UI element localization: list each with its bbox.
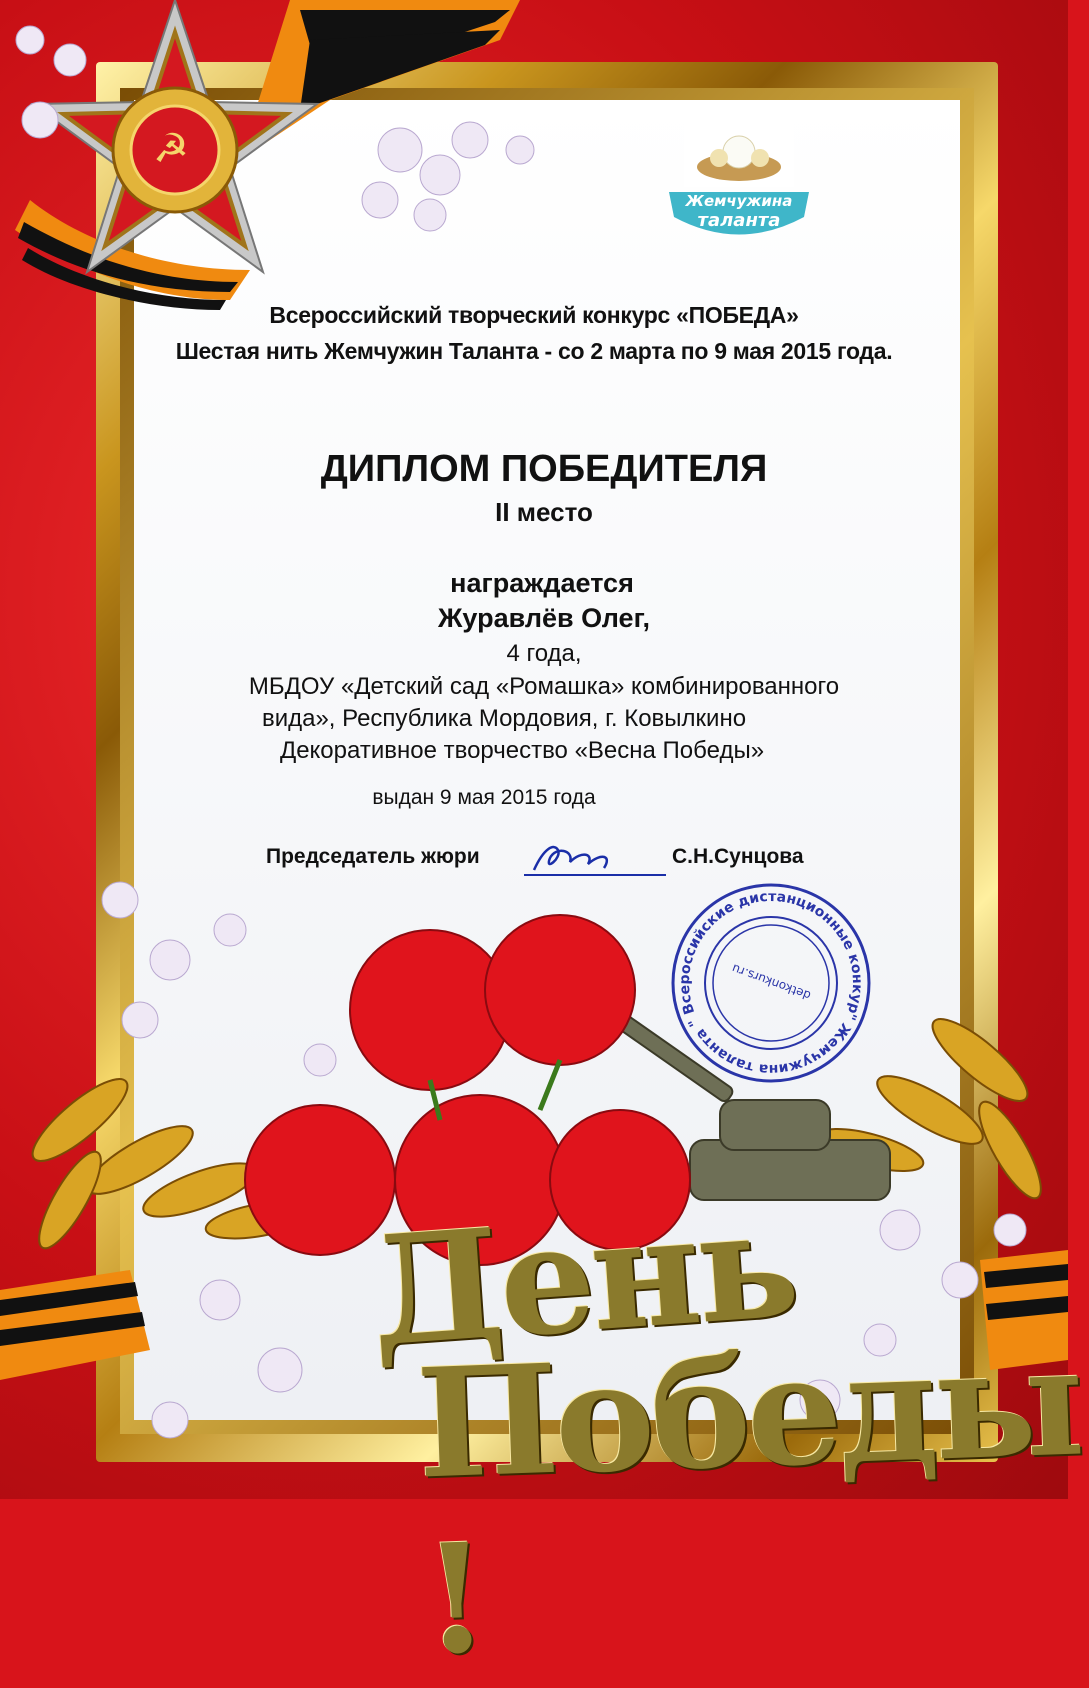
diploma-title: ДИПЛОМ ПОБЕДИТЕЛЯ [320, 448, 768, 490]
signature-line [524, 874, 666, 876]
organization-line2: вида», Республика Мордовия, г. Ковылкино [261, 705, 747, 732]
winner-name: Журавлёв Олег, [438, 603, 650, 633]
issue-date: выдан 9 мая 2015 года [372, 786, 596, 809]
diploma-place: II место [495, 497, 593, 527]
winner-age: 4 года, [506, 640, 582, 667]
stamp-inner-text: detkonkurs.ru [729, 961, 813, 1003]
jury-chair-label: Председатель жюри [266, 845, 480, 868]
logo-line2: таланта [697, 210, 781, 231]
victory-day-word1: День [364, 1175, 801, 1381]
official-stamp [668, 880, 874, 1086]
awarded-label: награждается [450, 568, 634, 598]
victory-day-word2: Победы ! [414, 1313, 1084, 1688]
stamp-outer-text: " Жемчужина таланта " Всероссийские дистанционные конкурсы [676, 888, 866, 1078]
contest-subtitle: Шестая нить Жемчужин Таланта - со 2 марта по 9 мая 2015 года. [175, 338, 893, 364]
signature-scribble [524, 838, 666, 878]
organization-line1: МБДОУ «Детский сад «Ромашка» комбинированного [248, 673, 840, 700]
nomination: Декоративное творчество «Весна Победы» [279, 737, 765, 764]
logo-line1: Жемчужина [685, 192, 793, 210]
svg-text:☭: ☭ [153, 126, 189, 172]
pearl-of-talent-logo [664, 112, 814, 262]
contest-title: Всероссийский творческий конкурс «ПОБЕДА» [269, 302, 799, 328]
jury-chair-name: С.Н.Сунцова [672, 845, 804, 868]
